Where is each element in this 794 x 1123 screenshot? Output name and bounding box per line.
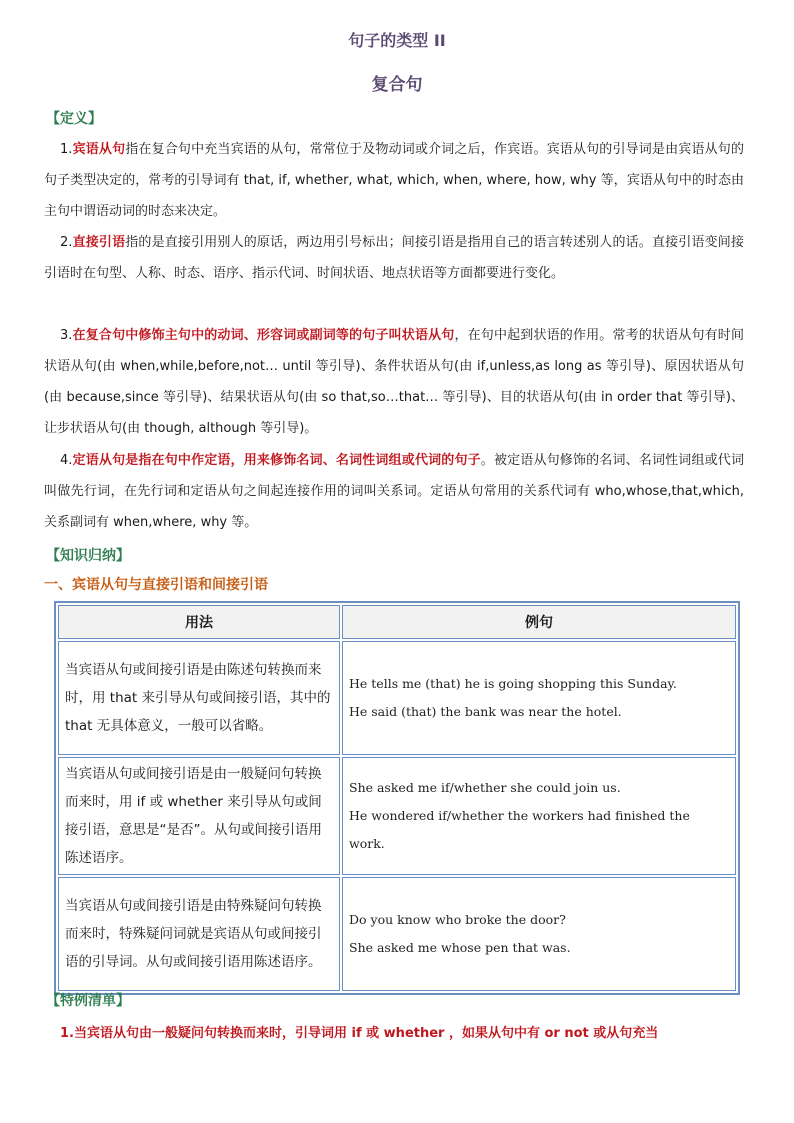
- item-text: ，在句中起到状语的作用。常考的状语从句有时间状语从句(由 when,while,before,not… until 等引导)、条件状语从句(由 if,unless,as long as 等引导)、原因状语从句(由 because,since 等引导)、结果状语从句(由 so that,so…that… 等引导)、目的状语从句(由 in order that 等引导)、让步状语从句(由 though, although 等引导)。: [44, 328, 744, 436]
- table-header-row: [58, 605, 736, 639]
- item-number: 1.: [60, 142, 73, 157]
- example-sentence: She asked me whose pen that was.: [349, 940, 571, 955]
- special-case-item: 1.当宾语从句由一般疑问句转换而来时，引导词用 if 或 whether ，如果从句中有 or not 或从句充当: [60, 1026, 659, 1041]
- item-text: 指在复合句中充当宾语的从句，常常位于及物动词或介词之后，作宾语。宾语从句的引导词是由宾语从句的句子类型决定的，常考的引导词有 that, if, whether, what, which, when, where, how, why 等，宾语从句中的时态由主句中谓语动词的时态来决定。: [44, 142, 744, 219]
- usage-cell: 当宾语从句或间接引语是由一般疑问句转换而来时，用 if 或 whether 来引导从句或间接引语，意思是“是否”。从句或间接引语用陈述语序。: [58, 757, 340, 875]
- section-subheading: 一、宾语从句与直接引语和间接引语: [44, 577, 268, 593]
- definition-item-1: [44, 134, 744, 227]
- usage-table: [54, 601, 740, 995]
- example-sentence: He tells me (that) he is going shopping this Sunday.: [349, 676, 677, 691]
- item-text: 。被定语从句修饰的名词、名词性词组或代词叫做先行词，在先行词和定语从句之间起连接作用的词叫关系词。定语从句常用的关系代词有 who,whose,that,which, 关系副词有 when,where, why 等。: [44, 453, 744, 530]
- summary-label: 【知识归纳】: [46, 548, 130, 564]
- item-lead-term: 在复合句中修饰主句中的动词、形容词或副词等的句子叫状语从句: [72, 328, 455, 343]
- item-text: 指的是直接引用别人的原话，两边用引号标出；间接引语是指用自己的语言转述别人的话。直接引语变间接引语时在句型、人称、时态、语序、指示代词、时间状语、地点状语等方面都要进行变化。: [44, 235, 744, 281]
- examples-cell: [342, 877, 736, 991]
- definition-item-4: [44, 445, 744, 538]
- item-number: 3.: [60, 328, 73, 343]
- examples-cell: [342, 641, 736, 755]
- usage-cell: 当宾语从句或间接引语是由陈述句转换而来时，用 that 来引导从句或间接引语，其中的 that 无具体意义，一般可以省略。: [58, 641, 340, 755]
- page-title: 句子的类型 II: [348, 31, 446, 50]
- table-row: [58, 641, 736, 755]
- definition-label: 【定义】: [46, 111, 102, 127]
- example-sentence: She asked me if/whether she could join us.: [349, 780, 621, 795]
- header-usage: 用法: [58, 605, 340, 639]
- page-subtitle: 复合句: [371, 75, 423, 95]
- header-examples: 例句: [342, 605, 736, 639]
- definition-item-3: [44, 320, 744, 444]
- examples-cell: [342, 757, 736, 875]
- item-number: 4.: [60, 453, 73, 468]
- example-sentence: He wondered if/whether the workers had finished the work.: [349, 808, 690, 851]
- example-sentence: Do you know who broke the door?: [349, 912, 566, 927]
- item-number: 2.: [60, 235, 73, 250]
- item-lead-term: 宾语从句: [72, 142, 126, 157]
- special-cases-label: 【特例清单】: [46, 993, 130, 1009]
- item-lead-term: 定语从句是指在句中作定语，用来修饰名词、名词性词组或代词的句子: [72, 453, 481, 468]
- table-row: [58, 757, 736, 875]
- definition-item-2: [44, 227, 744, 289]
- table-row: [58, 877, 736, 991]
- item-lead-term: 直接引语: [72, 235, 126, 250]
- usage-cell: 当宾语从句或间接引语是由特殊疑问句转换而来时，特殊疑问词就是宾语从句或间接引语的引导词。从句或间接引语用陈述语序。: [58, 877, 340, 991]
- example-sentence: He said (that) the bank was near the hotel.: [349, 704, 622, 719]
